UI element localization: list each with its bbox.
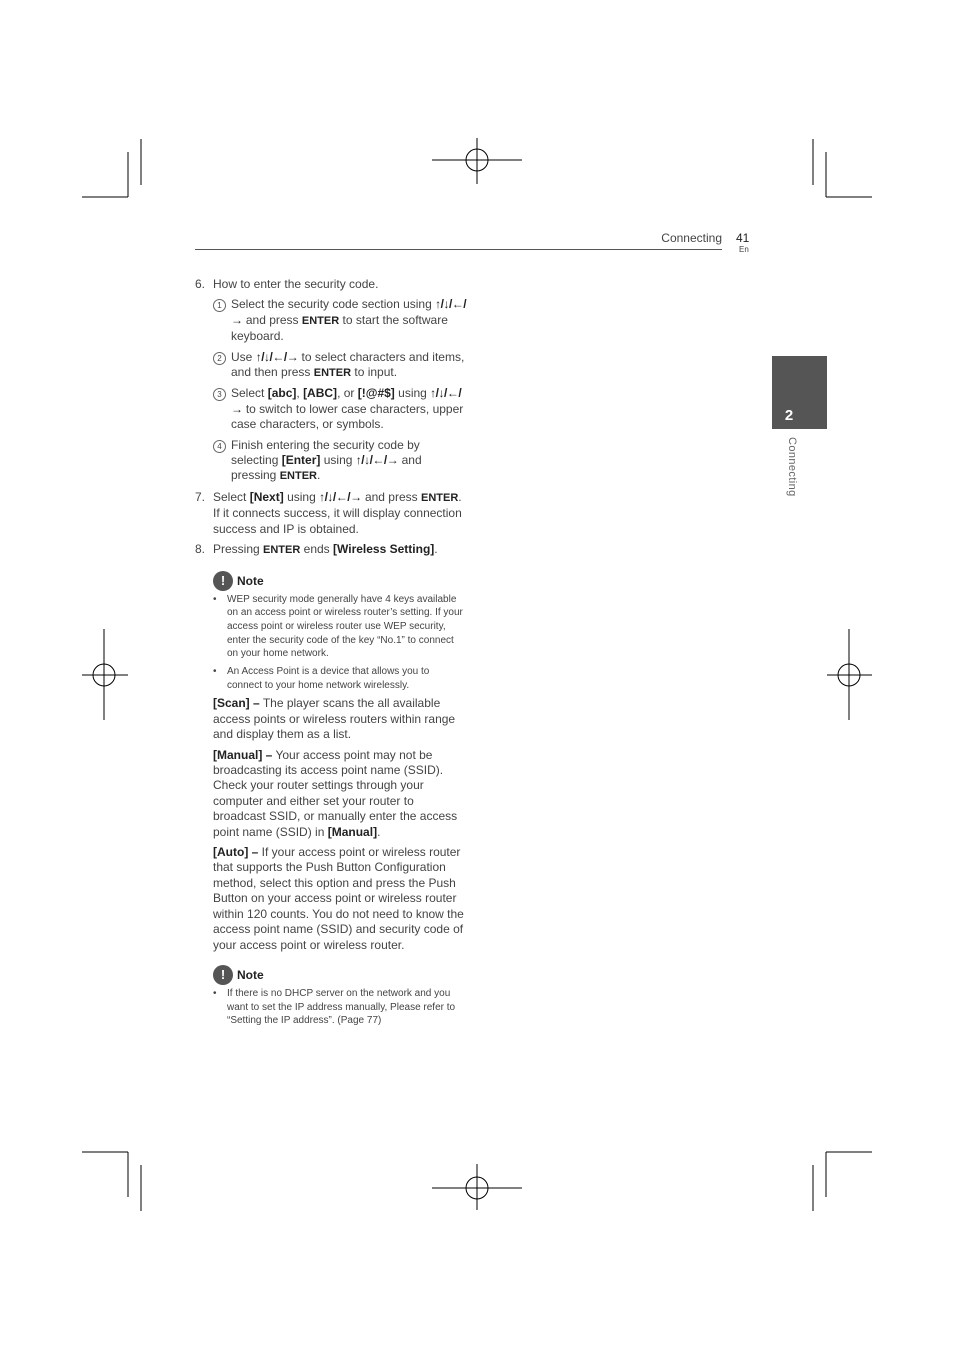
step-number: 8. <box>195 542 206 557</box>
note-bullet: • WEP security mode generally have 4 keys available on an access point or wireless router’s setting. If your access point or wireless router use WEP security, enter the security code of the key “No.1” to connect on your home network. <box>213 593 463 660</box>
enter-key: ENTER <box>301 314 340 327</box>
enter-key: ENTER <box>263 544 301 557</box>
substep-1: 1 Select the security code section using ↑/↓/←/→ and press ENTER to start the software keyboard. <box>213 297 467 344</box>
note-bullet: • If there is no DHCP server on the network and you want to set the IP address manually, Please refer to “Setting the IP address”. (Page 77) <box>213 987 456 1027</box>
arrow-keys-icon: ↑/↓/←/→ <box>231 386 462 416</box>
enter-key: ENTER <box>279 470 317 483</box>
note-heading <box>213 571 467 593</box>
enter-key: ENTER <box>313 367 352 380</box>
step-7: 7. Select [Next] using ↑/↓/←/→ and press ENTER. If it connects success, it will display connection success and IP is obtained. <box>195 489 462 536</box>
manual-paragraph: [Manual] – Your access point may not be broadcasting its access point name (SSID). Check your router settings through your computer and either set your router to broadcast SSID, or manually enter the access point name (SSID) in [Manual]. <box>213 747 458 839</box>
enter-key: ENTER <box>421 491 459 504</box>
step-number: 6. <box>195 277 206 291</box>
main-column <box>195 277 467 1028</box>
circled-number: 4 <box>213 440 226 453</box>
chapter-number: 2 <box>784 407 794 424</box>
circled-number: 1 <box>213 299 226 312</box>
step-number: 7. <box>195 489 206 504</box>
exclamation-icon: ! <box>213 965 233 985</box>
arrow-keys-icon: ↑/↓/←/→ <box>231 297 467 327</box>
note-bullet: • An Access Point is a device that allows you to connect to your home network wirelessly. <box>213 666 430 691</box>
chapter-tab <box>772 356 827 429</box>
note-label: Note <box>237 573 264 588</box>
chapter-side-title: Connecting <box>786 437 798 497</box>
exclamation-icon: ! <box>213 571 233 591</box>
note-label: Note <box>237 967 264 982</box>
page-number: 41 <box>736 231 750 245</box>
page-language: En <box>739 245 749 254</box>
bullet-icon: • <box>213 987 217 999</box>
bullet-icon: • <box>213 666 217 678</box>
arrow-keys-icon: ↑/↓/←/→ <box>319 489 362 504</box>
auto-paragraph: [Auto] – If your access point or wireless router that supports the Push Button Configuration method, select this option and press the Push Button on your access point or wireless router within 120 counts. You do not need to know the access point name (SSID) and security code of your access point or wireless router. <box>213 845 464 952</box>
header-rule <box>195 249 722 250</box>
bullet-icon: • <box>213 593 217 605</box>
step-6 <box>195 277 467 292</box>
step-text: How to enter the security code. <box>213 277 379 291</box>
scan-paragraph: [Scan] – The player scans the all available access points or wireless routers within range and display them as a list. <box>213 696 456 742</box>
circled-number: 3 <box>213 388 226 401</box>
step-8: 8. Pressing ENTER ends [Wireless Setting]. <box>195 542 438 557</box>
header-section-title: Connecting <box>661 231 722 245</box>
substep-4: 4 Finish entering the security code by selecting [Enter] using ↑/↓/←/→ and pressing ENTER. <box>213 438 467 485</box>
circled-number: 2 <box>213 352 226 365</box>
substep-3: 3 Select [abc], [ABC], or [!@#$] using ↑/↓/←/→ to switch to lower case characters, upper case characters, or symbols. <box>213 386 467 432</box>
arrow-keys-icon: ↑/↓/←/→ <box>255 349 299 364</box>
note-heading <box>213 965 467 987</box>
arrow-keys-icon: ↑/↓/←/→ <box>355 453 399 468</box>
substep-2: 2 Use ↑/↓/←/→ to select characters and items, and then press ENTER to input. <box>213 350 467 382</box>
